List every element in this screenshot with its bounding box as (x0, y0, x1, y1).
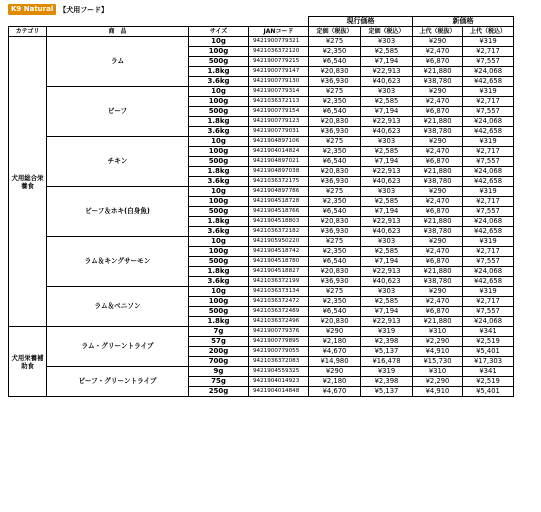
jan-code-cell: 9421900779154 (249, 107, 309, 117)
list-price-incl-cell: ¥40,623 (361, 77, 413, 87)
k9-natural-logo: K9 Natural (8, 4, 56, 15)
retail-price-excl-cell: ¥2,290 (413, 377, 463, 387)
list-price-incl-cell: ¥303 (361, 187, 413, 197)
list-price-excl-cell: ¥2,350 (309, 247, 361, 257)
jan-code-cell: 9421900779314 (249, 87, 309, 97)
list-price-excl-cell: ¥6,540 (309, 57, 361, 67)
list-price-incl-cell: ¥40,623 (361, 177, 413, 187)
retail-price-excl-cell: ¥6,870 (413, 157, 463, 167)
product-name-cell: ラム・グリーントライプ (47, 327, 189, 367)
jan-code-cell: 9421036372113 (249, 97, 309, 107)
size-cell: 10g (189, 137, 249, 147)
retail-price-excl-cell: ¥2,470 (413, 47, 463, 57)
list-price-excl-cell: ¥20,830 (309, 217, 361, 227)
size-cell: 500g (189, 257, 249, 267)
list-price-incl-cell: ¥303 (361, 37, 413, 47)
retail-price-excl-cell: ¥2,290 (413, 337, 463, 347)
list-price-excl-cell: ¥275 (309, 37, 361, 47)
list-price-incl-cell: ¥40,623 (361, 227, 413, 237)
list-price-excl-cell: ¥36,930 (309, 77, 361, 87)
retail-price-excl-cell: ¥4,910 (413, 347, 463, 357)
jan-code-cell: 9421904897786 (249, 187, 309, 197)
retail-price-excl-cell: ¥6,870 (413, 207, 463, 217)
jan-code-cell: 9421900779055 (249, 347, 309, 357)
table-row (9, 187, 514, 197)
jan-code-cell: 9421904518827 (249, 267, 309, 277)
retail-price-incl-cell: ¥319 (463, 137, 514, 147)
list-price-excl-cell: ¥275 (309, 287, 361, 297)
jan-code-cell: 9421036372496 (249, 317, 309, 327)
list-price-incl-cell: ¥7,194 (361, 307, 413, 317)
retail-price-incl-cell: ¥2,717 (463, 97, 514, 107)
list-price-excl-cell: ¥290 (309, 327, 361, 337)
list-price-incl-cell: ¥22,913 (361, 117, 413, 127)
jan-code-cell: 9421036372120 (249, 47, 309, 57)
retail-price-excl-cell: ¥290 (413, 37, 463, 47)
col-list-price-incl: 定価（税込） (361, 27, 413, 37)
size-cell: 500g (189, 107, 249, 117)
retail-price-incl-cell: ¥341 (463, 367, 514, 377)
retail-price-excl-cell: ¥4,910 (413, 387, 463, 397)
retail-price-excl-cell: ¥38,780 (413, 177, 463, 187)
retail-price-excl-cell: ¥15,730 (413, 357, 463, 367)
retail-price-excl-cell: ¥21,880 (413, 117, 463, 127)
size-cell: 250g (189, 387, 249, 397)
list-price-incl-cell: ¥2,398 (361, 377, 413, 387)
list-price-excl-cell: ¥275 (309, 237, 361, 247)
list-price-incl-cell: ¥22,913 (361, 67, 413, 77)
list-price-excl-cell: ¥20,830 (309, 167, 361, 177)
retail-price-incl-cell: ¥319 (463, 37, 514, 47)
list-price-excl-cell: ¥36,930 (309, 227, 361, 237)
price-table-body (9, 37, 514, 397)
list-price-excl-cell: ¥20,830 (309, 267, 361, 277)
column-header-row (9, 27, 514, 37)
retail-price-incl-cell: ¥2,717 (463, 247, 514, 257)
list-price-excl-cell: ¥2,350 (309, 197, 361, 207)
retail-price-excl-cell: ¥6,870 (413, 307, 463, 317)
category-cell: 犬用栄養補助食 (9, 327, 47, 397)
retail-price-incl-cell: ¥2,519 (463, 337, 514, 347)
col-jan: JANコード (249, 27, 309, 37)
table-row (9, 237, 514, 247)
list-price-incl-cell: ¥7,194 (361, 57, 413, 67)
col-product: 商 品 (47, 27, 189, 37)
table-row (9, 87, 514, 97)
jan-code-cell: 9421900779895 (249, 337, 309, 347)
retail-price-excl-cell: ¥2,470 (413, 297, 463, 307)
retail-price-excl-cell: ¥21,880 (413, 217, 463, 227)
jan-code-cell: 9421904518780 (249, 257, 309, 267)
size-cell: 100g (189, 247, 249, 257)
retail-price-incl-cell: ¥5,401 (463, 387, 514, 397)
size-cell: 10g (189, 87, 249, 97)
list-price-excl-cell: ¥2,180 (309, 377, 361, 387)
list-price-excl-cell: ¥20,830 (309, 67, 361, 77)
group-new-price: 新価格 (413, 17, 514, 27)
list-price-incl-cell: ¥2,585 (361, 197, 413, 207)
size-cell: 3.6kg (189, 77, 249, 87)
retail-price-incl-cell: ¥24,068 (463, 117, 514, 127)
list-price-excl-cell: ¥20,830 (309, 317, 361, 327)
jan-code-cell: 9421904518728 (249, 197, 309, 207)
retail-price-incl-cell: ¥42,658 (463, 177, 514, 187)
jan-code-cell: 9421900779147 (249, 67, 309, 77)
size-cell: 1.8kg (189, 267, 249, 277)
size-cell: 100g (189, 47, 249, 57)
size-cell: 10g (189, 187, 249, 197)
list-price-excl-cell: ¥4,670 (309, 387, 361, 397)
retail-price-incl-cell: ¥5,401 (463, 347, 514, 357)
header-spacer (9, 17, 309, 27)
list-price-incl-cell: ¥22,913 (361, 317, 413, 327)
list-price-incl-cell: ¥22,913 (361, 217, 413, 227)
retail-price-incl-cell: ¥24,068 (463, 317, 514, 327)
list-price-incl-cell: ¥16,478 (361, 357, 413, 367)
list-price-incl-cell: ¥2,585 (361, 247, 413, 257)
retail-price-incl-cell: ¥2,717 (463, 197, 514, 207)
list-price-incl-cell: ¥303 (361, 87, 413, 97)
retail-price-incl-cell: ¥42,658 (463, 227, 514, 237)
list-price-incl-cell: ¥2,585 (361, 147, 413, 157)
retail-price-incl-cell: ¥319 (463, 287, 514, 297)
size-cell: 1.8kg (189, 167, 249, 177)
retail-price-incl-cell: ¥7,557 (463, 157, 514, 167)
list-price-incl-cell: ¥5,137 (361, 387, 413, 397)
jan-code-cell: 9421900779123 (249, 117, 309, 127)
table-row (9, 327, 514, 337)
list-price-excl-cell: ¥4,670 (309, 347, 361, 357)
retail-price-incl-cell: ¥2,717 (463, 297, 514, 307)
retail-price-incl-cell: ¥42,658 (463, 77, 514, 87)
col-size: サイズ (189, 27, 249, 37)
list-price-incl-cell: ¥319 (361, 327, 413, 337)
jan-code-cell: 9421036372199 (249, 277, 309, 287)
size-cell: 9g (189, 367, 249, 377)
size-cell: 700g (189, 357, 249, 367)
retail-price-incl-cell: ¥319 (463, 237, 514, 247)
retail-price-excl-cell: ¥38,780 (413, 127, 463, 137)
retail-price-incl-cell: ¥2,717 (463, 47, 514, 57)
table-row (9, 367, 514, 377)
retail-price-incl-cell: ¥7,557 (463, 307, 514, 317)
retail-price-incl-cell: ¥341 (463, 327, 514, 337)
size-cell: 7g (189, 327, 249, 337)
retail-price-incl-cell: ¥7,557 (463, 57, 514, 67)
jan-code-cell: 9421904014848 (249, 387, 309, 397)
retail-price-excl-cell: ¥310 (413, 327, 463, 337)
jan-code-cell: 9421900779376 (249, 327, 309, 337)
retail-price-incl-cell: ¥7,557 (463, 257, 514, 267)
size-cell: 500g (189, 207, 249, 217)
jan-code-cell: 9421904518742 (249, 247, 309, 257)
size-cell: 3.6kg (189, 277, 249, 287)
jan-code-cell: 9421904014824 (249, 147, 309, 157)
retail-price-incl-cell: ¥7,557 (463, 207, 514, 217)
size-cell: 1.8kg (189, 117, 249, 127)
retail-price-excl-cell: ¥21,880 (413, 67, 463, 77)
size-cell: 100g (189, 197, 249, 207)
retail-price-incl-cell: ¥24,068 (463, 267, 514, 277)
product-name-cell: ラム (47, 37, 189, 87)
list-price-incl-cell: ¥5,137 (361, 347, 413, 357)
jan-code-cell: 9421900779130 (249, 77, 309, 87)
size-cell: 100g (189, 97, 249, 107)
size-cell: 100g (189, 147, 249, 157)
list-price-incl-cell: ¥7,194 (361, 157, 413, 167)
list-price-incl-cell: ¥40,623 (361, 277, 413, 287)
retail-price-excl-cell: ¥290 (413, 137, 463, 147)
retail-price-incl-cell: ¥42,658 (463, 277, 514, 287)
size-cell: 75g (189, 377, 249, 387)
list-price-excl-cell: ¥36,930 (309, 277, 361, 287)
list-price-excl-cell: ¥290 (309, 367, 361, 377)
table-row (9, 137, 514, 147)
size-cell: 500g (189, 157, 249, 167)
size-cell: 200g (189, 347, 249, 357)
size-cell: 500g (189, 57, 249, 67)
jan-code-cell: 9421036372083 (249, 357, 309, 367)
product-name-cell: ビーフ・グリーントライプ (47, 367, 189, 397)
retail-price-excl-cell: ¥6,870 (413, 107, 463, 117)
list-price-excl-cell: ¥36,930 (309, 127, 361, 137)
retail-price-incl-cell: ¥24,068 (463, 67, 514, 77)
size-cell: 1.8kg (189, 67, 249, 77)
retail-price-excl-cell: ¥21,880 (413, 267, 463, 277)
list-price-incl-cell: ¥2,585 (361, 97, 413, 107)
list-price-excl-cell: ¥14,980 (309, 357, 361, 367)
list-price-excl-cell: ¥2,180 (309, 337, 361, 347)
retail-price-excl-cell: ¥21,880 (413, 317, 463, 327)
retail-price-excl-cell: ¥2,470 (413, 97, 463, 107)
size-cell: 10g (189, 37, 249, 47)
jan-code-cell: 9421904559325 (249, 367, 309, 377)
list-price-incl-cell: ¥22,913 (361, 267, 413, 277)
size-cell: 1.8kg (189, 317, 249, 327)
retail-price-excl-cell: ¥2,470 (413, 247, 463, 257)
list-price-excl-cell: ¥6,540 (309, 157, 361, 167)
retail-price-incl-cell: ¥24,068 (463, 217, 514, 227)
list-price-excl-cell: ¥2,350 (309, 97, 361, 107)
jan-code-cell: 9421036372175 (249, 177, 309, 187)
list-price-excl-cell: ¥2,350 (309, 147, 361, 157)
list-price-incl-cell: ¥40,623 (361, 127, 413, 137)
size-cell: 100g (189, 297, 249, 307)
col-retail-price-incl: 上代（税込） (463, 27, 514, 37)
group-current-price: 現行価格 (309, 17, 413, 27)
jan-code-cell: 9421036373134 (249, 287, 309, 297)
list-price-excl-cell: ¥20,830 (309, 117, 361, 127)
col-list-price-excl: 定価（税抜） (309, 27, 361, 37)
category-cell: 犬用総合栄養食 (9, 37, 47, 327)
jan-code-cell: 9421036372182 (249, 227, 309, 237)
table-row (9, 287, 514, 297)
retail-price-excl-cell: ¥2,470 (413, 197, 463, 207)
jan-code-cell: 9421904897106 (249, 137, 309, 147)
list-price-excl-cell: ¥275 (309, 137, 361, 147)
jan-code-cell: 9421036372489 (249, 307, 309, 317)
list-price-incl-cell: ¥7,194 (361, 107, 413, 117)
retail-price-excl-cell: ¥38,780 (413, 77, 463, 87)
document-title: 【犬用フード】 (59, 5, 109, 14)
retail-price-excl-cell: ¥290 (413, 187, 463, 197)
retail-price-incl-cell: ¥319 (463, 87, 514, 97)
list-price-excl-cell: ¥2,350 (309, 297, 361, 307)
jan-code-cell: 9421904897038 (249, 167, 309, 177)
retail-price-excl-cell: ¥290 (413, 287, 463, 297)
retail-price-incl-cell: ¥42,658 (463, 127, 514, 137)
list-price-incl-cell: ¥319 (361, 367, 413, 377)
jan-code-cell: 9421904518766 (249, 207, 309, 217)
jan-code-cell: 9421904518803 (249, 217, 309, 227)
table-row (9, 37, 514, 47)
list-price-incl-cell: ¥303 (361, 237, 413, 247)
retail-price-excl-cell: ¥6,870 (413, 257, 463, 267)
retail-price-excl-cell: ¥38,780 (413, 277, 463, 287)
list-price-excl-cell: ¥6,540 (309, 207, 361, 217)
retail-price-excl-cell: ¥38,780 (413, 227, 463, 237)
list-price-excl-cell: ¥6,540 (309, 257, 361, 267)
product-name-cell: ラム＆ベニソン (47, 287, 189, 327)
jan-code-cell: 9421036372472 (249, 297, 309, 307)
list-price-excl-cell: ¥6,540 (309, 307, 361, 317)
list-price-incl-cell: ¥2,585 (361, 297, 413, 307)
list-price-excl-cell: ¥275 (309, 87, 361, 97)
size-cell: 10g (189, 287, 249, 297)
size-cell: 57g (189, 337, 249, 347)
product-name-cell: チキン (47, 137, 189, 187)
size-cell: 3.6kg (189, 227, 249, 237)
list-price-excl-cell: ¥36,930 (309, 177, 361, 187)
retail-price-incl-cell: ¥2,717 (463, 147, 514, 157)
retail-price-incl-cell: ¥7,557 (463, 107, 514, 117)
size-cell: 1.8kg (189, 217, 249, 227)
col-retail-price-excl: 上代（税抜） (413, 27, 463, 37)
retail-price-incl-cell: ¥319 (463, 187, 514, 197)
list-price-excl-cell: ¥6,540 (309, 107, 361, 117)
list-price-incl-cell: ¥303 (361, 287, 413, 297)
jan-code-cell: 9421905950220 (249, 237, 309, 247)
product-name-cell: ビーフ (47, 87, 189, 137)
list-price-incl-cell: ¥22,913 (361, 167, 413, 177)
retail-price-excl-cell: ¥2,470 (413, 147, 463, 157)
col-category: カテゴリ (9, 27, 47, 37)
retail-price-excl-cell: ¥290 (413, 237, 463, 247)
retail-price-excl-cell: ¥21,880 (413, 167, 463, 177)
size-cell: 3.6kg (189, 127, 249, 137)
retail-price-excl-cell: ¥290 (413, 87, 463, 97)
list-price-incl-cell: ¥2,398 (361, 337, 413, 347)
jan-code-cell: 9421900779215 (249, 57, 309, 67)
jan-code-cell: 9421904897021 (249, 157, 309, 167)
list-price-excl-cell: ¥2,350 (309, 47, 361, 57)
list-price-incl-cell: ¥303 (361, 137, 413, 147)
size-cell: 10g (189, 237, 249, 247)
size-cell: 500g (189, 307, 249, 317)
jan-code-cell: 9421900779321 (249, 37, 309, 47)
jan-code-cell: 9421900779031 (249, 127, 309, 137)
retail-price-incl-cell: ¥24,068 (463, 167, 514, 177)
retail-price-incl-cell: ¥17,303 (463, 357, 514, 367)
product-name-cell: ラム＆キングサーモン (47, 237, 189, 287)
size-cell: 3.6kg (189, 177, 249, 187)
list-price-incl-cell: ¥7,194 (361, 257, 413, 267)
jan-code-cell: 9421904014923 (249, 377, 309, 387)
retail-price-excl-cell: ¥310 (413, 367, 463, 377)
list-price-incl-cell: ¥7,194 (361, 207, 413, 217)
price-table (8, 16, 514, 397)
product-name-cell: ビーフ＆ホキ(白身魚) (47, 187, 189, 237)
list-price-excl-cell: ¥275 (309, 187, 361, 197)
retail-price-incl-cell: ¥2,519 (463, 377, 514, 387)
retail-price-excl-cell: ¥6,870 (413, 57, 463, 67)
document-header (8, 3, 108, 16)
list-price-incl-cell: ¥2,585 (361, 47, 413, 57)
